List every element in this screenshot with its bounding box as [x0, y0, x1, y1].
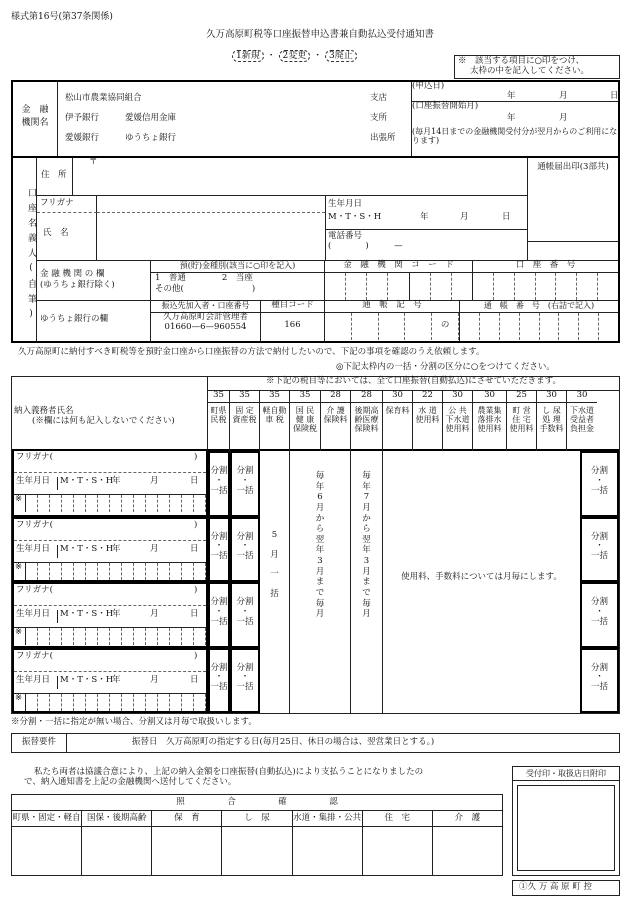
furigana-field[interactable]: [97, 196, 325, 213]
split-lump-choice[interactable]: 分割 ・ 一括: [208, 582, 230, 648]
transfer-account: 振込先加入者・口座番号 久万高原町会計管理者 01660—6—960554: [151, 301, 261, 341]
confirm-cell[interactable]: [222, 827, 292, 875]
account-number-field[interactable]: 口 座 番 号: [473, 261, 618, 301]
confirm-column: 町県・固定・軽自: [12, 811, 82, 826]
confirm-column: 住 宅: [363, 811, 433, 826]
confirm-cell[interactable]: [293, 827, 363, 875]
tax-column-header: 30 下水道 受益者 負担金: [567, 391, 597, 451]
stamp-box[interactable]: 受付印・取扱店日附印: [512, 766, 620, 876]
split-lump-choice[interactable]: 分割 ・ 一括: [580, 648, 619, 714]
option-change[interactable]: 2変更: [279, 50, 311, 62]
confirm-column: 水道・集排・公共: [293, 811, 363, 826]
confirm-column: 国保・後期高齢: [82, 811, 152, 826]
kouki-note: 毎 年 7 月 か ら 翌 年 3 月 ま で 毎 月: [351, 451, 383, 713]
confirm-column: し 尿: [222, 811, 292, 826]
bank-row-1: 松山市農業協同組合 支店: [65, 93, 388, 103]
tax-table: 納入義務者氏名 (※欄には何も記入しないでください) ※下記の税目等においては、全て口座振替(自動払込)にさせていただきます。 35 町県 民税 35 固 定 資産税 35 軽自動 車 税 35 国 民 健 康 保険税 28 介 護 保険料 28 後期高 齢医療 保険料 30 保育料 22 水 道 使用料 30 公 共 下水道 使用料 30 農業集 落排水 使用料 25 町 営 住 宅 使用料 30 し 尿 処 理 手数料 30 下水道 受益者 負担金 フリガナ( ) 生年月日 M・T・S・H 年 月 日 ※ 分割 ・ 一括 分割 ・ 一括 分割 ・ 一括 フリガナ( ) 生年月日 M・T・S・H 年 月 日 ※ 分割 ・ 一括 分割 ・ 一括 分割 ・ 一括 フリガナ( ) 生年月日 M・T・S・H 年 月 日 ※ 分割 ・ 一括 分割 ・ 一括 分割 ・ 一括 フリガナ( ) 生年月日 M・T・S・H 年 月 日 ※ 分割 ・ 一括 分割 ・ 一括 分割 ・ 一括 5 月 一 括 毎 年 6 月 か ら 翌 年 3 月 ま で 毎 月 毎 年 7 月 か ら 翌 年 3 月 ま で 毎 月 使用料、手数料については月毎にします。: [11, 376, 620, 714]
footnote: ※分割・一括に指定が無い場合、分割又は月毎で取扱いします。: [11, 717, 257, 727]
bank-block: [11, 80, 620, 158]
split-lump-choice[interactable]: 分割 ・ 一括: [230, 648, 260, 714]
bank-row-3: 愛媛銀行 ゆうちょ銀行 出張所: [65, 133, 396, 143]
copy-label: ①久 万 高 原 町 控: [512, 880, 620, 896]
payer-row[interactable]: フリガナ( ) 生年月日 M・T・S・H 年 月 日 ※: [12, 582, 208, 648]
option-new[interactable]: 1新規: [232, 50, 264, 62]
confirm-cell[interactable]: [363, 827, 433, 875]
date-area: [411, 82, 618, 156]
start-month-row[interactable]: (口座振替開始月) 年 月 (毎月14日までの金融機関受付分が翌月からのご利用になります): [412, 101, 618, 146]
usage-note: 使用料、手数料については月毎にします。: [401, 572, 562, 582]
tax-body: [12, 451, 619, 713]
split-lump-choice[interactable]: 分割 ・ 一括: [230, 517, 260, 583]
phone-field[interactable]: 電話番号 ( ) —: [328, 231, 403, 251]
form-title: 久万高原町税等口座振替申込書兼自動払込受付通知書: [205, 29, 434, 40]
payer-row[interactable]: フリガナ( ) 生年月日 M・T・S・H 年 月 日 ※: [12, 517, 208, 583]
tax-columns-header: [208, 391, 619, 451]
passbook-code-field[interactable]: 通 帳 記 号 の: [325, 301, 460, 341]
passbook-number-field[interactable]: 通 帳 番 号 (右詰で記入): [460, 301, 618, 341]
holder-block: 口座名義人(自筆) 住 所 〒 通帳届出印(3部共) フリガナ 氏 名 生年月日 M・T・S・H 年 月 日 電話番号 ( ) — 金 融 機 関 の 欄 (ゆうちょ銀行除く) 預(貯)金種別(該当に○印を記入) 1 普通 2 当座 その他( ) 金 融 機 関 コ ー ド 口 座 番 号 ゆうちょ銀行の欄 振込先加入者・口座番号 久万高原町会計管理者 01660—6—960554 種目コード 166 通 帳 記 号 の 通 帳 番 号 (右詰で記入): [11, 158, 620, 343]
holder-side-label: 口座名義人(自筆): [13, 158, 37, 341]
kokuho-kaigo-note: 毎 年 6 月 か ら 翌 年 3 月 ま で 毎 月: [290, 451, 351, 713]
split-lump-choice[interactable]: 分割 ・ 一括: [580, 582, 619, 648]
split-lump-choice[interactable]: 分割 ・ 一括: [208, 451, 230, 517]
deposit-type[interactable]: 預(貯)金種別(該当に○印を記入) 1 普通 2 当座 その他( ): [151, 261, 325, 301]
tax-column-header: 30 保育料: [383, 391, 413, 451]
tax-column-header: 28 後期高 齢医療 保険料: [351, 391, 383, 451]
confirm-column: 保 育: [152, 811, 222, 826]
split-lump-choice[interactable]: 分割 ・ 一括: [230, 451, 260, 517]
request-text: 久万高原町に納付すべき町税等を預貯金口座から口座振替の方法で納付したいので、下記の事項を確認のうえ依頼します。: [18, 347, 485, 357]
apply-date-row[interactable]: (申込日) 年 月 日: [412, 81, 619, 101]
tax-column-header: 35 固 定 資産税: [230, 391, 260, 451]
confirm-column: 介 護: [454, 813, 481, 823]
type-options: 1新規 ・ 2変更 ・ 3廃止: [232, 50, 357, 62]
split-lump-choice[interactable]: 分割 ・ 一括: [208, 517, 230, 583]
kei-auto-note: 5 月 一 括: [260, 451, 290, 713]
tax-column-header: 35 軽自動 車 税: [260, 391, 290, 451]
form-number: 様式第16号(第37条関係): [11, 12, 113, 22]
tax-column-header: 35 国 民 健 康 保険税: [290, 391, 321, 451]
tax-column-header: 25 町 営 住 宅 使用料: [507, 391, 537, 451]
bank-label: 金 融 機関名: [13, 82, 58, 156]
tax-column-header: 22 水 道 使用料: [413, 391, 443, 451]
tax-column-header: 30 し 尿 処 理 手数料: [537, 391, 567, 451]
split-lump-choice[interactable]: 分割 ・ 一括: [208, 648, 230, 714]
confirm-cell[interactable]: [12, 827, 82, 875]
circle-note: ◎下記太枠内の一括・分割の区分に○をつけてください。: [336, 362, 555, 372]
bank-code-field[interactable]: 金 融 機 関 コ ー ド: [325, 261, 473, 301]
confirm-cell[interactable]: [82, 827, 152, 875]
name-field[interactable]: [97, 213, 325, 261]
birth-phone-area: [325, 196, 527, 261]
seal-box[interactable]: 通帳届出印(3部共): [527, 158, 618, 241]
confirm-cell[interactable]: [152, 827, 222, 875]
split-lump-choice[interactable]: 分割 ・ 一括: [580, 517, 619, 583]
type-code: 種目コード 166: [261, 301, 325, 341]
tax-column-header: 35 町県 民税: [208, 391, 230, 451]
agreement-text: 私たち両者は協議合意により、上記の納入金額を口座振替(自動払込)により支払うことになりましたの で、納入通知書を上記の金融機関へ送付してください。: [24, 767, 424, 787]
payer-row[interactable]: フリガナ( ) 生年月日 M・T・S・H 年 月 日 ※: [12, 451, 208, 517]
instruction-box: ※ 該当する項目に○印をつけ、 太枠の中を記入してください。: [454, 55, 620, 79]
option-cancel[interactable]: 3廃止: [325, 50, 357, 62]
split-lump-choice[interactable]: 分割 ・ 一括: [230, 582, 260, 648]
confirm-cell[interactable]: [433, 827, 502, 875]
tax-column-header: 30 公 共 下水道 使用料: [443, 391, 473, 451]
payer-row[interactable]: フリガナ( ) 生年月日 M・T・S・H 年 月 日 ※: [12, 648, 208, 714]
bank-row-2: 伊予銀行 愛媛信用金庫 支所: [65, 113, 388, 123]
split-lump-choice[interactable]: 分割 ・ 一括: [580, 451, 619, 517]
tax-column-header: 28 介 護 保険料: [321, 391, 351, 451]
confirm-table: 照 合 確 認 町県・固定・軽自 国保・後期高齢 保 育 し 尿 水道・集排・公共 住 宅 介 護: [11, 794, 503, 876]
birth-field[interactable]: 生年月日 M・T・S・H 年 月 日: [326, 196, 527, 230]
tax-column-header: 30 農業集 落排水 使用料: [473, 391, 507, 451]
address-field[interactable]: 〒: [73, 158, 527, 196]
requirement-row: 振替要件 振替日 久万高原町の指定する日(毎月25日、休日の場合は、翌営業日とする。): [11, 733, 620, 753]
